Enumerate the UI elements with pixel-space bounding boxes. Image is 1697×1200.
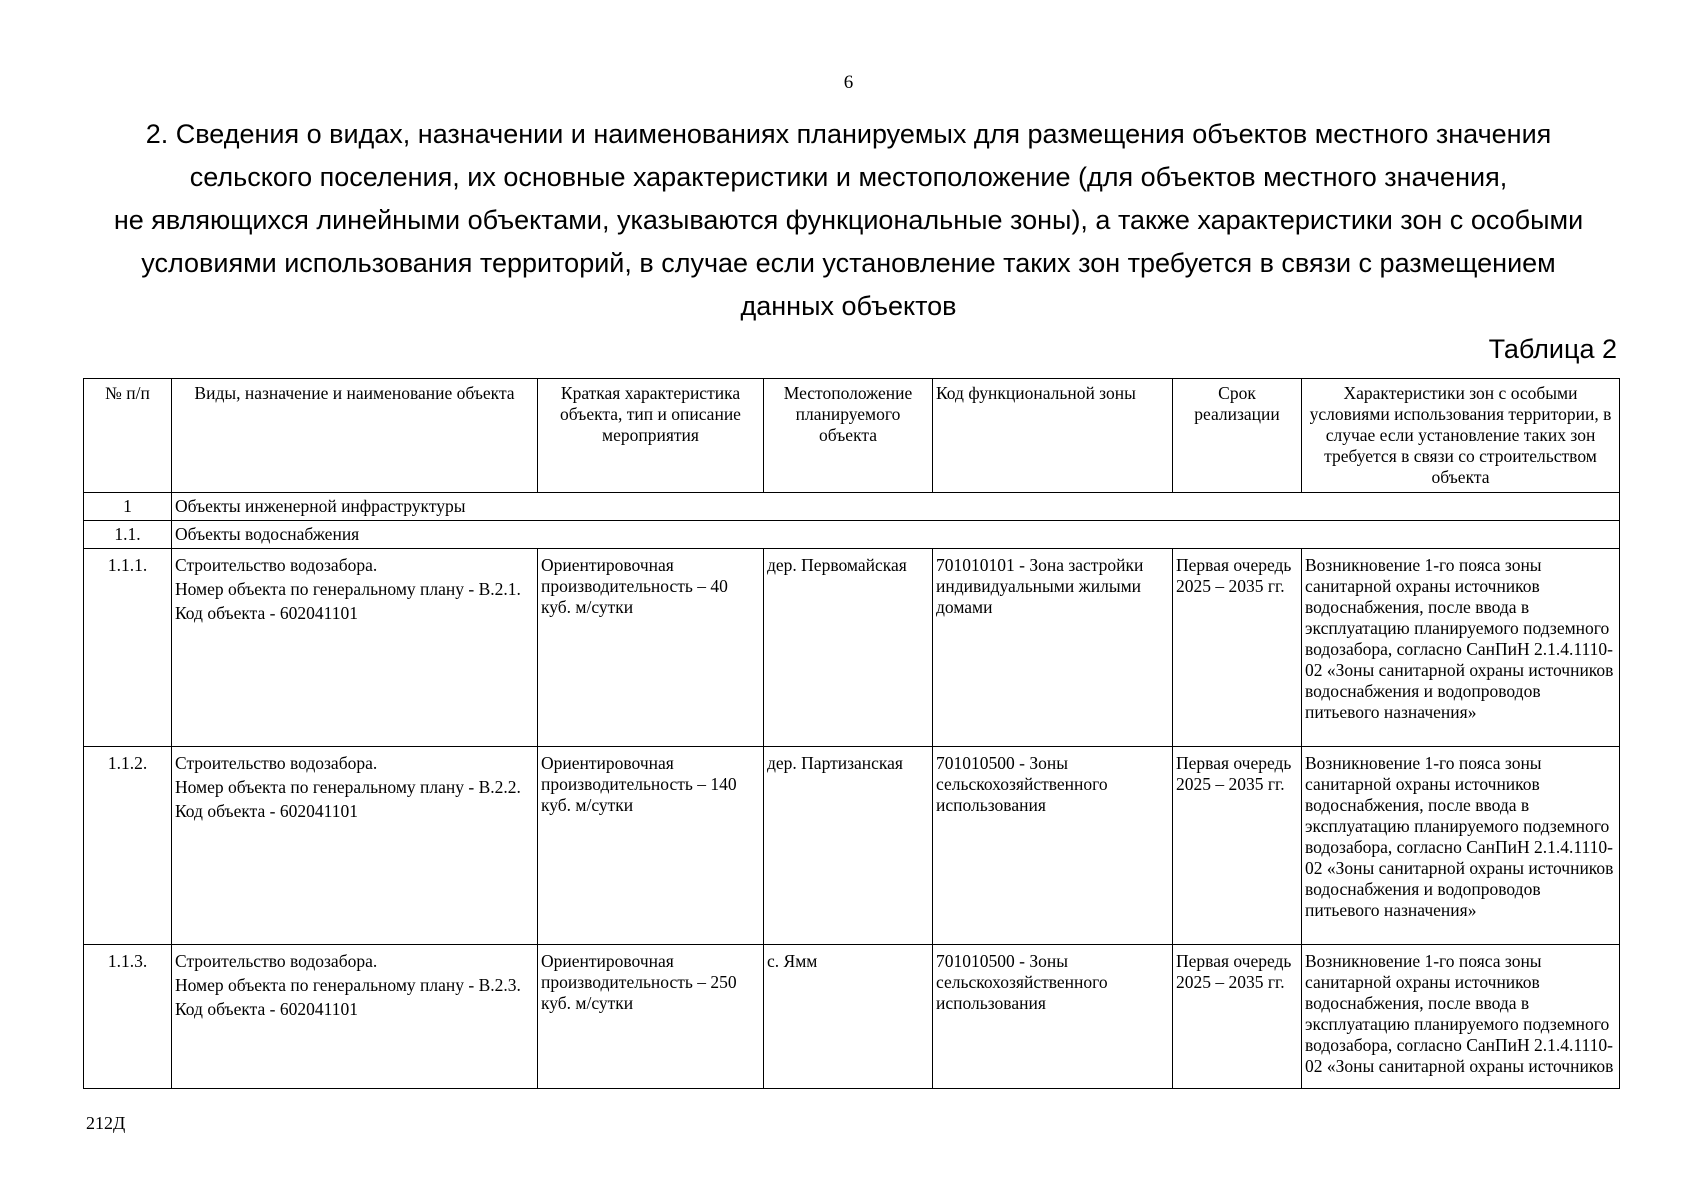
row-characteristic: Ориентировочная производительность – 140 куб. м/сутки (538, 747, 764, 945)
header-num: № п/п (84, 379, 172, 493)
header-zone-characteristics: Характеристики зон с особыми условиями использования территории, в случае если установление таких зон требуется в связи со строительством объекта (1302, 379, 1620, 493)
table-caption: Таблица 2 (1488, 334, 1617, 364)
object-name: Строительство водозабора. (175, 951, 378, 971)
row-term: Первая очередь 2025 – 2035 гг. (1173, 549, 1302, 747)
heading-line: 2. Сведения о видах, назначении и наименованиях планируемых для размещения объектов местного значения (145, 119, 1552, 149)
header-characteristic: Краткая характеристика объекта, тип и описание мероприятия (538, 379, 764, 493)
row-zone-characteristics: Возникновение 1-го пояса зоны санитарной охраны источников водоснабжения, после ввода в эксплуатацию планируемого подземного водозабора, согласно СанПиН 2.1.4.1110-02 «Зоны санитарной охраны источников водоснабжения и водопроводов питьевого назначения» (1302, 747, 1620, 945)
header-name: Виды, назначение и наименование объекта (172, 379, 538, 493)
object-code: Код объекта - 602041101 (175, 801, 358, 821)
heading-line: сельского поселения, их основные характеристики и местоположение (для объектов местного значения, (189, 162, 1508, 192)
row-zone-characteristics: Возникновение 1-го пояса зоны санитарной охраны источников водоснабжения, после ввода в эксплуатацию планируемого подземного водозабора, согласно СанПиН 2.1.4.1110-02 «Зоны санитарной охраны источников (1302, 945, 1620, 1089)
table-header-row (84, 379, 1620, 493)
row-name-cell (172, 945, 538, 1089)
object-name: Строительство водозабора. (175, 555, 378, 575)
row-location: дер. Первомайская (764, 549, 933, 747)
heading-line: данных объектов (740, 291, 957, 321)
row-characteristic: Ориентировочная производительность – 40 куб. м/сутки (538, 549, 764, 747)
object-code: Код объекта - 602041101 (175, 603, 358, 623)
row-term: Первая очередь 2025 – 2035 гг. (1173, 747, 1302, 945)
group-row (84, 521, 1620, 549)
row-name-cell (172, 747, 538, 945)
header-term: Срок реализации (1173, 379, 1302, 493)
page-number: 6 (843, 72, 854, 93)
object-code: Код объекта - 602041101 (175, 999, 358, 1019)
row-location: с. Ямм (764, 945, 933, 1089)
row-num: 1.1.1. (84, 549, 172, 747)
row-term: Первая очередь 2025 – 2035 гг. (1173, 945, 1302, 1089)
table-row (84, 549, 1620, 747)
row-num: 1.1.2. (84, 747, 172, 945)
group-num: 1 (84, 493, 172, 521)
row-num: 1.1.3. (84, 945, 172, 1089)
object-name: Строительство водозабора. (175, 753, 378, 773)
plan-number: Номер объекта по генеральному плану - В.2.1. (175, 579, 521, 599)
group-label: Объекты инженерной инфраструктуры (172, 493, 1620, 521)
document-code: 212Д (86, 1113, 126, 1133)
row-zone-characteristics: Возникновение 1-го пояса зоны санитарной охраны источников водоснабжения, после ввода в эксплуатацию планируемого подземного водозабора, согласно СанПиН 2.1.4.1110-02 «Зоны санитарной охраны источников водоснабжения и водопроводов питьевого назначения» (1302, 549, 1620, 747)
table-row (84, 747, 1620, 945)
row-zone-code: 701010500 - Зоны сельскохозяйственного использования (933, 747, 1173, 945)
heading-line: условиями использования территорий, в случае если установление таких зон требуется в связи с размещением (141, 248, 1556, 278)
row-characteristic: Ориентировочная производительность – 250 куб. м/сутки (538, 945, 764, 1089)
section-heading (60, 113, 1637, 328)
group-num: 1.1. (84, 521, 172, 549)
objects-table (83, 378, 1620, 1089)
plan-number: Номер объекта по генеральному плану - В.2.3. (175, 975, 521, 995)
row-zone-code: 701010500 - Зоны сельскохозяйственного использования (933, 945, 1173, 1089)
group-label: Объекты водоснабжения (172, 521, 1620, 549)
row-name-cell (172, 549, 538, 747)
heading-line: не являющихся линейными объектами, указываются функциональные зоны), а также характеристики зон с особыми (113, 205, 1584, 235)
plan-number: Номер объекта по генеральному плану - В.2.2. (175, 777, 521, 797)
header-zone-code: Код функциональной зоны (933, 379, 1173, 493)
row-zone-code: 701010101 - Зона застройки индивидуальными жилыми домами (933, 549, 1173, 747)
table-row (84, 945, 1620, 1089)
group-row (84, 493, 1620, 521)
row-location: дер. Партизанская (764, 747, 933, 945)
header-location: Местоположение планируемого объекта (764, 379, 933, 493)
